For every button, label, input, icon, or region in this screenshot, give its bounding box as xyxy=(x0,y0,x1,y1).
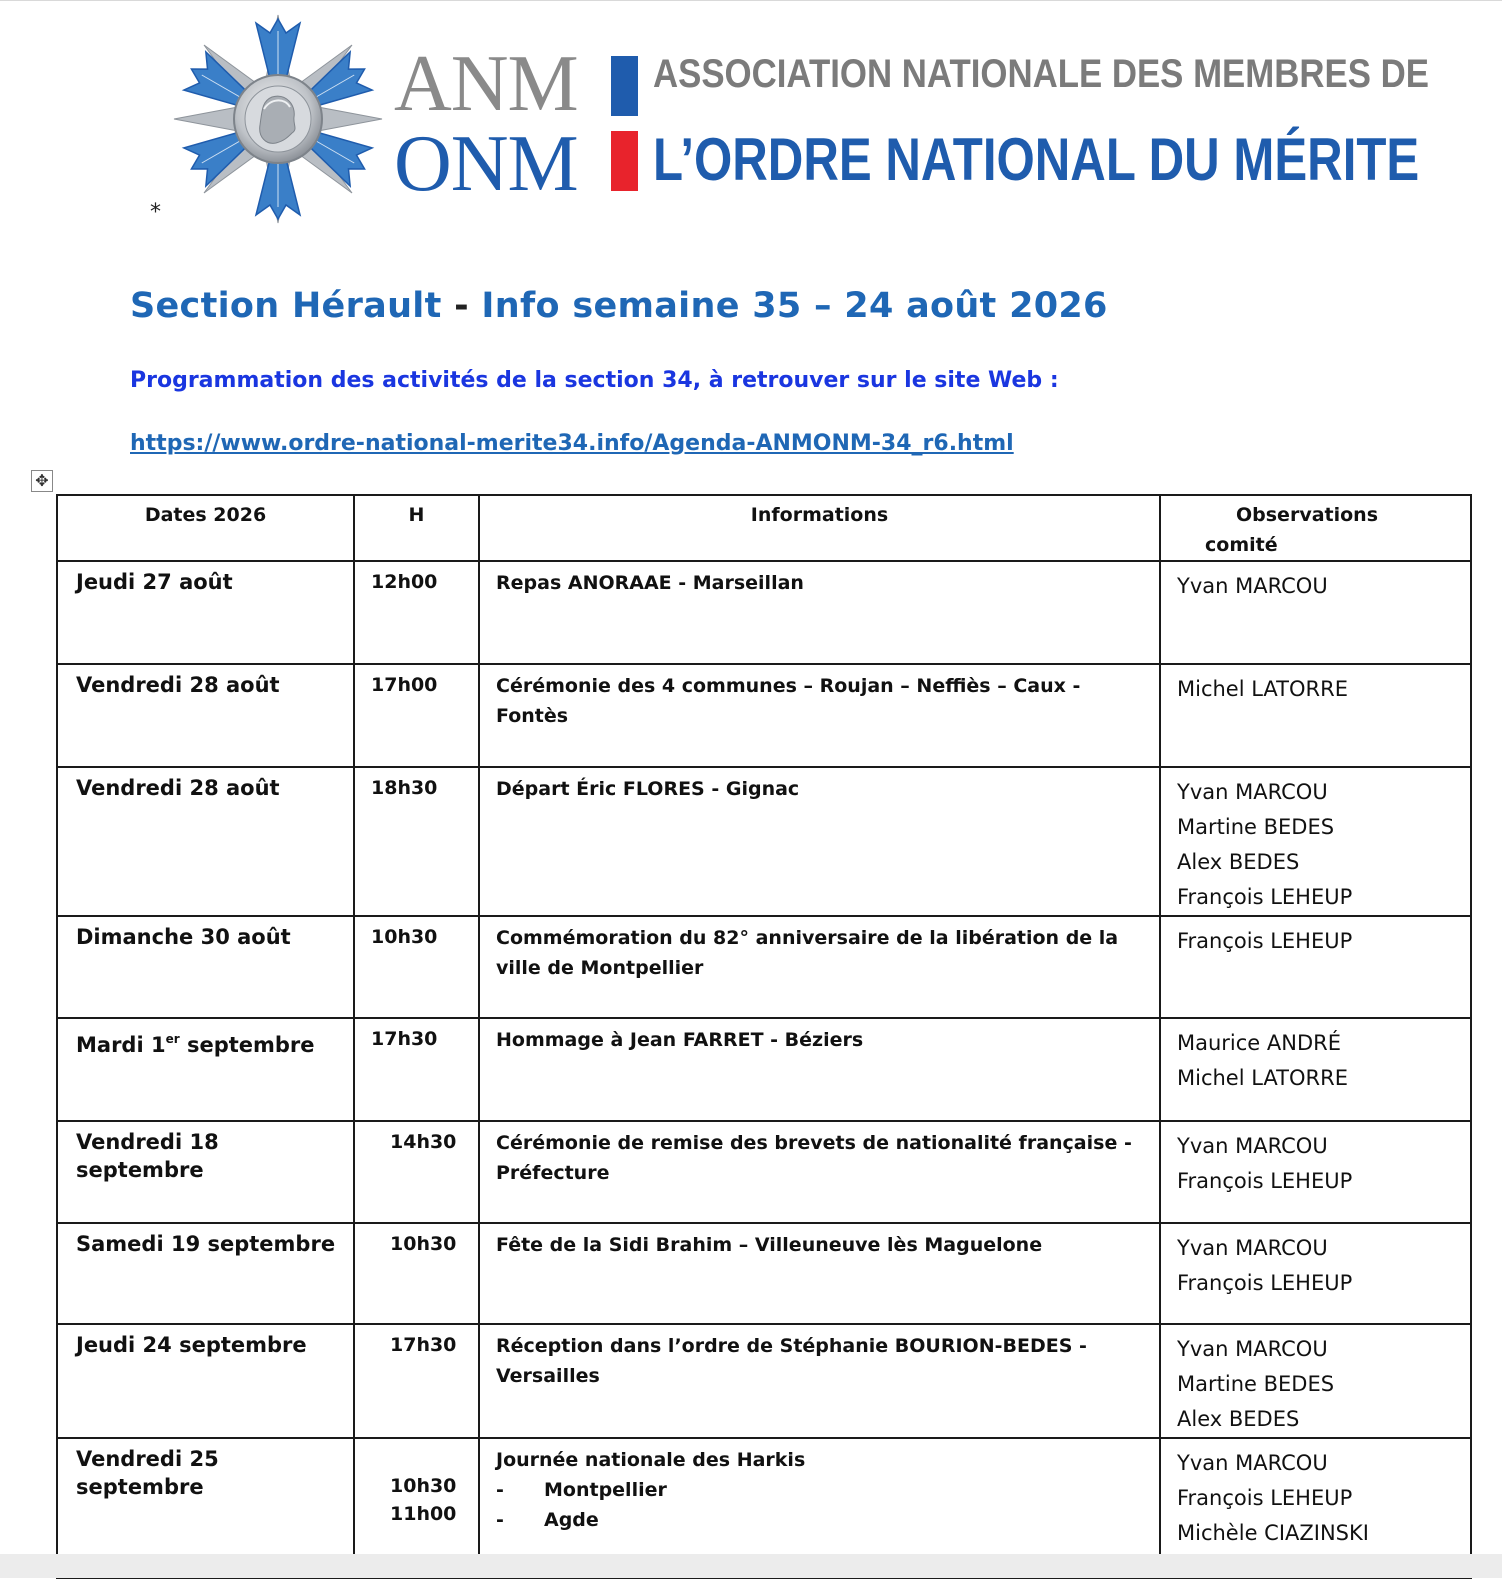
row-observations xyxy=(1160,767,1471,916)
observer-name: Maurice ANDRÉ xyxy=(1177,1031,1342,1055)
observer-name: Michel LATORRE xyxy=(1177,1066,1348,1090)
association-name-line2: L’ORDRE NATIONAL DU MÉRITE xyxy=(653,126,1420,193)
row-observations xyxy=(1160,916,1471,1018)
hour-montpellier: 10h30 xyxy=(390,1475,457,1497)
row-observations xyxy=(1160,1223,1471,1324)
row-date: Mardi 1er septembre xyxy=(57,1018,354,1121)
row-hour: 10h30 xyxy=(354,916,479,1018)
row-info: Fête de la Sidi Brahim – Villeuneuve lès Maguelone xyxy=(479,1223,1160,1324)
row-observations xyxy=(1160,1324,1471,1438)
observer-name: François LEHEUP xyxy=(1177,1486,1353,1510)
row-observations xyxy=(1160,1121,1471,1223)
row-info: Cérémonie des 4 communes – Roujan – Neffiès – Caux - Fontès xyxy=(479,664,1160,767)
observer-name: François LEHEUP xyxy=(1177,929,1353,953)
table-row xyxy=(57,561,1471,664)
row-observations xyxy=(1160,561,1471,664)
observer-name: Michel LATORRE xyxy=(1177,677,1348,701)
row-info: Repas ANORAAE - Marseillan xyxy=(479,561,1160,664)
asterisk-mark: * xyxy=(150,200,161,225)
row-date: Samedi 19 septembre xyxy=(57,1223,354,1324)
page-title xyxy=(130,286,1108,326)
row-date: Jeudi 24 septembre xyxy=(57,1324,354,1438)
programme-text: Programmation des activités de la section 34, à retrouver sur le site Web : xyxy=(130,368,1059,393)
row-hour: 12h00 xyxy=(354,561,479,664)
row-info: Cérémonie de remise des brevets de nationalité française - Préfecture xyxy=(479,1121,1160,1223)
info-title: Journée nationale des Harkis xyxy=(496,1449,806,1471)
row-info: Départ Éric FLORES - Gignac xyxy=(479,767,1160,916)
observer-name: François LEHEUP xyxy=(1177,1169,1353,1193)
observer-name: Yvan MARCOU xyxy=(1177,1337,1328,1361)
flag-blue-bar xyxy=(611,56,638,116)
observer-name: François LEHEUP xyxy=(1177,1271,1353,1295)
row-observations xyxy=(1160,1018,1471,1121)
logo-onm-text: ONM xyxy=(394,120,578,208)
observer-name: Yvan MARCOU xyxy=(1177,780,1328,804)
row-date: Vendredi 25 septembre xyxy=(57,1438,354,1578)
table-row xyxy=(57,1223,1471,1324)
page-bottom-band xyxy=(0,1554,1502,1578)
row-date: Vendredi 18 septembre xyxy=(57,1121,354,1223)
page-top-border xyxy=(0,0,1502,1)
observer-name: Alex BEDES xyxy=(1177,1407,1300,1431)
table-row xyxy=(57,1121,1471,1223)
observer-name: Yvan MARCOU xyxy=(1177,1451,1328,1475)
table-row xyxy=(57,767,1471,916)
info-subitem: - Montpellier xyxy=(496,1479,667,1501)
row-hour: 10h30 xyxy=(354,1223,479,1324)
table-row xyxy=(57,1324,1471,1438)
row-hour: 18h30 xyxy=(354,767,479,916)
header-observations: Observations comité xyxy=(1160,495,1471,561)
table-row xyxy=(57,664,1471,767)
table-move-handle-icon[interactable]: ✥ xyxy=(31,470,53,492)
row-date: Dimanche 30 août xyxy=(57,916,354,1018)
logo-anm-text: ANM xyxy=(394,40,578,128)
table-row xyxy=(57,916,1471,1018)
agenda-link[interactable]: https://www.ordre-national-merite34.info/Agenda-ANMONM-34_r6.html xyxy=(130,431,1014,456)
row-date: Jeudi 27 août xyxy=(57,561,354,664)
row-info: Commémoration du 82° anniversaire de la libération de la ville de Montpellier xyxy=(479,916,1160,1018)
row-info: Hommage à Jean FARRET - Béziers xyxy=(479,1018,1160,1121)
association-name-line1: ASSOCIATION NATIONALE DES MEMBRES DE xyxy=(653,52,1429,96)
observer-name: Yvan MARCOU xyxy=(1177,574,1328,598)
header-hour: H xyxy=(354,495,479,561)
row-hour: 17h30 xyxy=(354,1018,479,1121)
hour-agde: 11h00 xyxy=(390,1503,457,1525)
row-hour: 17h00 xyxy=(354,664,479,767)
table-header-row xyxy=(57,495,1471,561)
observer-name: Martine BEDES xyxy=(1177,815,1335,839)
flag-red-bar xyxy=(611,131,638,191)
observer-name: Alex BEDES xyxy=(1177,850,1300,874)
row-hour: 17h30 xyxy=(354,1324,479,1438)
observer-name: Michèle CIAZINSKI xyxy=(1177,1521,1369,1545)
row-date: Vendredi 28 août xyxy=(57,767,354,916)
header-dates: Dates 2026 xyxy=(57,495,354,561)
title-section: Section Hérault xyxy=(130,286,442,326)
row-observations xyxy=(1160,664,1471,767)
row-date: Vendredi 28 août xyxy=(57,664,354,767)
observer-name: Yvan MARCOU xyxy=(1177,1134,1328,1158)
title-week-info: Info semaine 35 – 24 août 2026 xyxy=(481,286,1108,326)
observer-name: Martine BEDES xyxy=(1177,1372,1335,1396)
info-subitem: - Agde xyxy=(496,1509,599,1531)
title-separator: - xyxy=(441,286,482,326)
national-order-of-merit-medal-logo xyxy=(172,12,384,226)
row-info: Réception dans l’ordre de Stéphanie BOURION-BEDES - Versailles xyxy=(479,1324,1160,1438)
observer-name: François LEHEUP xyxy=(1177,885,1353,909)
agenda-table xyxy=(56,494,1472,1579)
table-row xyxy=(57,1018,1471,1121)
observer-name: Yvan MARCOU xyxy=(1177,1236,1328,1260)
row-hour: 14h30 xyxy=(354,1121,479,1223)
header-informations: Informations xyxy=(479,495,1160,561)
